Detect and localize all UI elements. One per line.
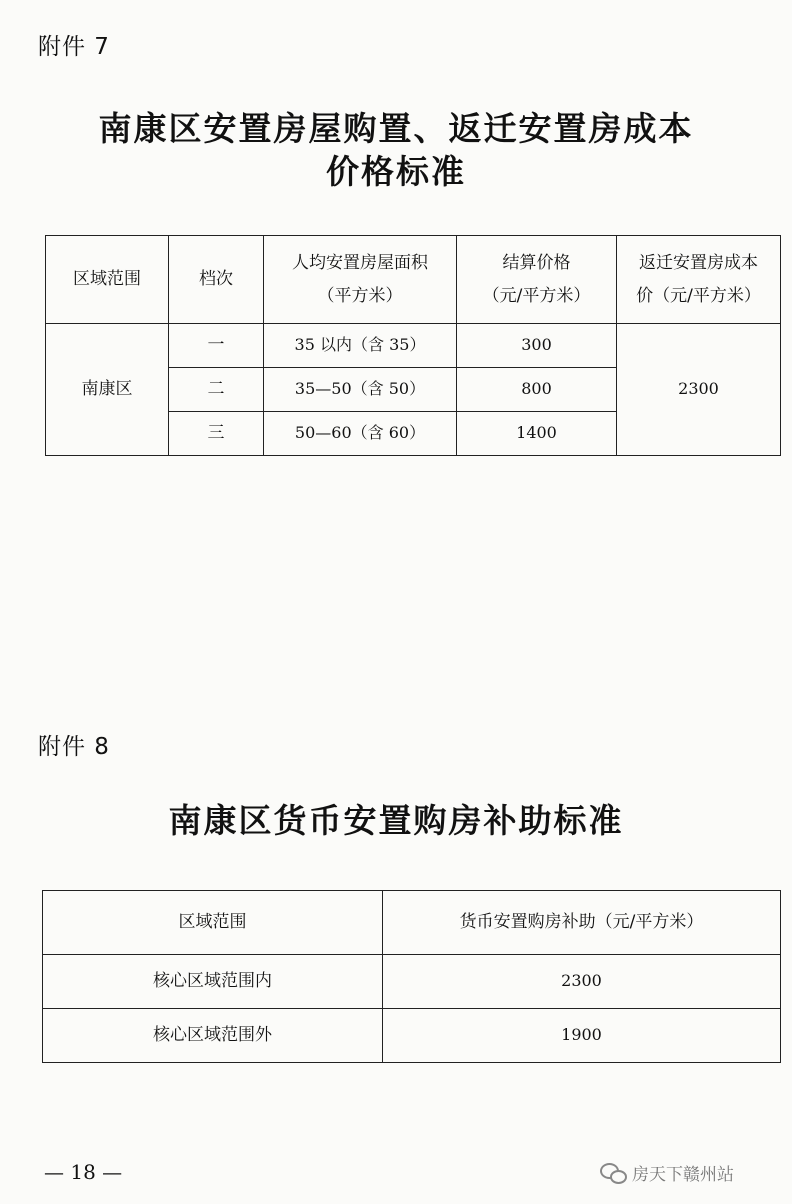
table-row [43, 1009, 781, 1063]
header-region: 区域范围 [46, 236, 169, 324]
header-price [457, 236, 617, 324]
page-number: — 18 — [44, 1160, 123, 1184]
price-standard-table [45, 235, 781, 456]
region-cell: 南康区 [46, 324, 169, 456]
area-cell: 35 以内（含 35） [264, 324, 457, 368]
table-row [43, 955, 781, 1009]
header-subsidy: 货币安置购房补助（元/平方米） [383, 891, 781, 955]
region-cell: 核心区域范围内 [43, 955, 383, 1009]
subsidy-cell: 2300 [383, 955, 781, 1009]
area-cell: 35—50（含 50） [264, 368, 457, 412]
attachment-7-title-line1: 南康区安置房屋购置、返迁安置房成本 [98, 109, 694, 148]
header-cost-line1: 返迁安置房成本 [639, 253, 758, 274]
header-price-line2: （元/平方米） [482, 285, 591, 306]
watermark [600, 1160, 734, 1185]
price-cell: 800 [457, 368, 617, 412]
wechat-icon [600, 1163, 626, 1183]
attachment-8-label: 附件 8 [38, 734, 110, 760]
cost-cell: 2300 [617, 324, 781, 456]
subsidy-cell: 1900 [383, 1009, 781, 1063]
region-cell: 核心区域范围外 [43, 1009, 383, 1063]
table-header-row [46, 236, 781, 324]
price-cell: 1400 [457, 412, 617, 456]
table-header-row [43, 891, 781, 955]
header-cost [617, 236, 781, 324]
table-row [46, 324, 781, 368]
area-cell: 50—60（含 60） [264, 412, 457, 456]
grade-cell: 二 [169, 368, 264, 412]
header-grade: 档次 [169, 236, 264, 324]
header-cost-line2: 价（元/平方米） [636, 285, 761, 306]
attachment-7-label: 附件 7 [38, 34, 110, 60]
attachment-8-title: 南康区货币安置购房补助标准 [168, 801, 624, 840]
header-price-line1: 结算价格 [502, 253, 571, 274]
grade-cell: 一 [169, 324, 264, 368]
header-area-line1: 人均安置房屋面积 [292, 253, 428, 274]
header-area [264, 236, 457, 324]
attachment-7-title [0, 108, 792, 194]
header-region: 区域范围 [43, 891, 383, 955]
price-cell: 300 [457, 324, 617, 368]
header-area-line2: （平方米） [317, 285, 403, 306]
watermark-text: 房天下赣州站 [632, 1165, 734, 1185]
subsidy-standard-table [42, 890, 781, 1063]
attachment-7-title-line2: 价格标准 [326, 151, 466, 191]
grade-cell: 三 [169, 412, 264, 456]
